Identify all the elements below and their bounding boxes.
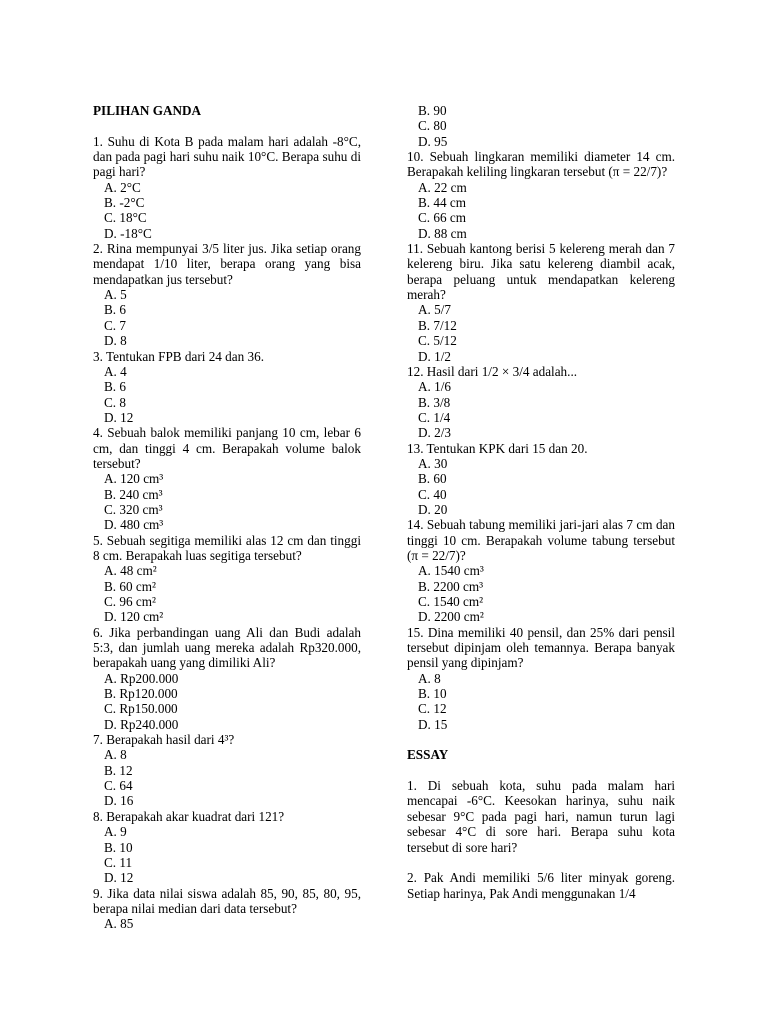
question-text [93,134,361,180]
question-stem: Tentukan FPB dari 24 dan 36. [105,348,264,364]
answer-option: C. 1/4 [418,409,451,425]
answer-option: D. 120 cm² [104,609,164,625]
answer-option: B. 6 [104,302,126,318]
answer-option: C. 8 [104,394,126,410]
answer-option: A. 30 [418,455,448,471]
question-text [407,149,675,180]
answer-option: B. 90 [418,103,447,118]
essay-list [407,778,675,901]
answer-option: D. 20 [418,501,448,517]
question-text [93,809,361,824]
question-item [407,441,675,518]
question-item [407,517,675,624]
question-9-options-continued [407,103,675,149]
answer-option: C. 18°C [104,210,147,226]
question-text [407,241,675,302]
answer-option: A. 5 [104,287,127,303]
answer-option: D. -18°C [104,225,152,241]
answer-option: D. 480 cm³ [104,517,164,533]
answer-option: D. 2/3 [418,425,451,441]
answer-option: A. 22 cm [418,179,467,195]
answer-option: B. 3/8 [418,394,451,410]
question-number: 5. [93,532,103,548]
answer-option: B. Rp120.000 [104,686,178,702]
question-text [93,425,361,471]
answer-option: A. 8 [418,670,441,686]
essay-number: 2. [407,870,417,886]
answer-option: D. 8 [104,333,127,349]
question-text [407,364,675,379]
left-column [93,103,361,932]
answer-option: A. 1/6 [418,379,451,395]
question-number: 14. [407,517,424,533]
spacer [407,855,675,870]
question-stem: Sebuah lingkaran memiliki diameter 14 cm. Berapakah keliling lingkaran tersebut (π = 22/7)? [407,149,676,180]
question-stem: Hasil dari 1/2 × 3/4 adalah... [426,363,578,379]
question-number: 10. [407,149,424,165]
question-number: 12. [407,363,424,379]
answer-option: B. 10 [104,839,133,855]
question-number: 4. [93,425,103,441]
answer-option: D. 2200 cm² [418,609,484,625]
question-number: 1. [93,133,103,149]
question-number: 11. [407,241,423,257]
question-item [407,364,675,441]
answer-option: A. 4 [104,363,127,379]
question-list-left [93,134,361,932]
answer-option: D. 88 cm [418,225,467,241]
answer-option: B. 10 [418,686,447,702]
answer-option: C. 66 cm [418,210,466,226]
question-text [93,625,361,671]
question-stem: Rina mempunyai 3/5 liter jus. Jika setiap orang mendapat 1/10 liter, berapa orang yang bisa mendapatkan jus tersebut? [93,241,361,287]
question-item [93,533,361,625]
answer-option: C. 96 cm² [104,594,156,609]
question-stem: Berapakah akar kuadrat dari 121? [106,808,285,824]
question-stem: Dina memiliki 40 pensil, dan 25% dari pensil tersebut dipinjam oleh temannya. Berapa banyak pensil yang dipinjam? [407,624,675,671]
answer-option: B. 7/12 [418,317,457,333]
question-stem: Sebuah segitiga memiliki alas 12 cm dan tinggi 8 cm. Berapakah luas segitiga tersebut? [93,532,362,563]
question-text [407,441,675,456]
question-item [407,241,675,364]
question-number: 15. [407,624,424,640]
essay-text: Di sebuah kota, suhu pada malam hari mencapai -6°C. Keesokan harinya, suhu naik sebesar 9°C pada pagi hari, namun turun lagi sebesar 4°C di sore hari. Berapa suhu kota tersebut di sore hari? [407,778,675,855]
question-item [407,149,675,241]
answer-option: D. 95 [418,133,448,149]
answer-option: A. 5/7 [418,302,451,318]
question-item [93,809,361,886]
question-item [93,732,361,809]
question-item [93,134,361,241]
answer-option: C. 1540 cm² [418,594,484,609]
question-stem: Sebuah kantong berisi 5 kelereng merah dan 7 kelereng biru. Jika satu kelereng diambil acak, berapa peluang untuk mendapatkan kelereng merah? [407,241,676,303]
answer-option: D. Rp240.000 [104,716,179,732]
question-stem: Suhu di Kota B pada malam hari adalah -8°C, dan pada pagi hari suhu naik 10°C. Berapa suhu di pagi hari? [93,133,361,180]
question-number: 9. [93,885,103,901]
answer-option: A. 120 cm³ [104,471,164,487]
answer-option: A. 48 cm² [104,563,157,579]
question-list-right [407,149,675,732]
answer-option: B. 2200 cm³ [418,578,484,594]
question-stem: Jika perbandingan uang Ali dan Budi adalah 5:3, dan jumlah uang mereka adalah Rp320.000, berapakah uang yang dimiliki Ali? [93,624,362,671]
question-item [93,349,361,426]
answer-option: C. 80 [418,118,447,134]
answer-option: C. 320 cm³ [104,501,163,517]
question-text [93,349,361,364]
answer-option: D. 16 [104,793,134,809]
question-stem: Sebuah balok memiliki panjang 10 cm, lebar 6 cm, dan tinggi 4 cm. Berapakah volume balok tersebut? [93,425,362,471]
answer-option: B. 44 cm [418,195,466,211]
answer-option: C. 11 [104,854,133,870]
answer-option: A. 2°C [104,179,141,195]
essay-number: 1. [407,778,417,794]
answer-option: C. 12 [418,701,447,717]
answer-option: B. -2°C [104,195,145,211]
answer-option: C. Rp150.000 [104,701,178,717]
question-number: 13. [407,440,424,456]
question-text [93,241,361,287]
answer-option: C. 7 [104,317,126,333]
answer-option: B. 60 [418,471,447,487]
question-item [407,625,675,732]
question-item [93,425,361,532]
answer-option: B. 240 cm³ [104,486,163,502]
question-text [93,886,361,917]
question-item [93,241,361,348]
question-stem: Tentukan KPK dari 15 dan 20. [426,440,588,456]
answer-option: B. 12 [104,762,133,778]
spacer [93,118,361,133]
answer-option: D. 1/2 [418,348,451,364]
answer-option: B. 6 [104,379,126,395]
question-number: 8. [93,808,103,824]
question-text [93,533,361,564]
question-text [93,732,361,747]
question-stem: Jika data nilai siswa adalah 85, 90, 85, 80, 95, berapa nilai median dari data tersebut? [93,885,361,916]
essay-question [407,870,675,901]
question-stem: Berapakah hasil dari 4³? [106,732,235,748]
question-number: 3. [93,348,103,364]
answer-option: A. 8 [104,747,127,763]
answer-option: A. Rp200.000 [104,670,179,686]
answer-option: B. 60 cm² [104,578,156,594]
question-item [407,103,675,149]
answer-option: D. 12 [104,870,134,886]
answer-option: D. 15 [418,716,448,732]
essay-question [407,778,675,855]
answer-option: A. 1540 cm³ [418,563,484,579]
answer-option: A. 85 [104,916,134,932]
question-item [93,886,361,932]
question-number: 7. [93,732,103,748]
question-text [407,625,675,671]
question-number: 6. [93,624,103,640]
answer-option: A. 9 [104,824,127,840]
essay-text: Pak Andi memiliki 5/6 liter minyak goreng. Setiap harinya, Pak Andi menggunakan 1/4 [407,870,676,901]
answer-option: C. 5/12 [418,333,457,349]
answer-option: C. 64 [104,778,133,794]
question-item [93,625,361,732]
question-number: 2. [93,241,103,257]
answer-option: C. 40 [418,486,447,502]
essay-heading: ESSAY [407,747,449,763]
answer-option: D. 12 [104,409,134,425]
question-stem: Sebuah tabung memiliki jari-jari alas 7 cm dan tinggi 10 cm. Berapakah volume tabung tersebut (π = 22/7)? [407,517,676,563]
multiple-choice-heading: PILIHAN GANDA [93,103,202,118]
spacer [407,732,675,747]
right-column [407,103,675,901]
spacer [407,763,675,778]
question-text [407,517,675,563]
